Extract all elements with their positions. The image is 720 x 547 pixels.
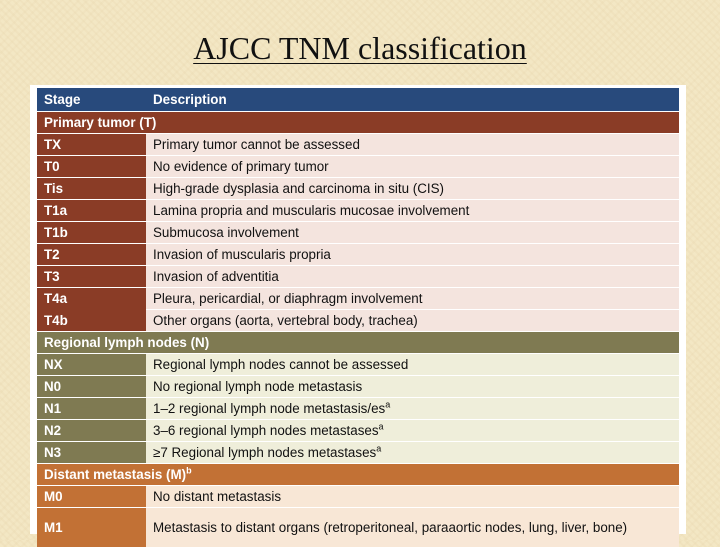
table-row [37, 178, 679, 200]
stage-cell: M1 [37, 508, 146, 547]
table-row [37, 376, 679, 398]
table-row [37, 266, 679, 288]
table-row [37, 200, 679, 222]
description-text: ≥7 Regional lymph nodes metastases [153, 445, 376, 460]
stage-cell: T4b [37, 310, 146, 332]
slide-title-text: AJCC TNM classification [193, 30, 527, 66]
section-heading-text: Distant metastasis (M) [44, 467, 186, 482]
table-header-row [37, 88, 679, 112]
description-cell: Invasion of muscularis propria [146, 244, 679, 266]
stage-cell: T1a [37, 200, 146, 222]
table-row [37, 442, 679, 464]
table-row [37, 156, 679, 178]
stage-cell: N3 [37, 442, 146, 464]
section-row-regional-lymph-nodes [37, 332, 679, 354]
table-row [37, 398, 679, 420]
description-cell: High-grade dysplasia and carcinoma in situ (CIS) [146, 178, 679, 200]
description-cell: Pleura, pericardial, or diaphragm involvement [146, 288, 679, 310]
table-row [37, 420, 679, 442]
section-heading: Primary tumor (T) [37, 112, 679, 134]
footnote-marker: b [186, 466, 192, 476]
table-row [37, 244, 679, 266]
stage-cell: N2 [37, 420, 146, 442]
description-cell: Primary tumor cannot be assessed [146, 134, 679, 156]
description-cell [146, 442, 679, 464]
stage-cell: M0 [37, 486, 146, 508]
description-cell [146, 398, 679, 420]
header-stage: Stage [37, 88, 146, 112]
table-row [37, 222, 679, 244]
stage-cell: T2 [37, 244, 146, 266]
section-row-primary-tumor [37, 112, 679, 134]
slide-title [0, 30, 720, 67]
description-cell: Invasion of adventitia [146, 266, 679, 288]
description-cell: Metastasis to distant organs (retroperitoneal, paraaortic nodes, lung, liver, bone) [146, 508, 679, 547]
table-row [37, 134, 679, 156]
stage-cell: N1 [37, 398, 146, 420]
stage-cell: T4a [37, 288, 146, 310]
table-row [37, 288, 679, 310]
description-cell: Regional lymph nodes cannot be assessed [146, 354, 679, 376]
description-text: 3–6 regional lymph nodes metastases [153, 423, 379, 438]
stage-cell: T0 [37, 156, 146, 178]
description-text: 1–2 regional lymph node metastasis/es [153, 401, 385, 416]
stage-cell: N0 [37, 376, 146, 398]
tnm-table [37, 88, 679, 547]
tnm-table-container [30, 85, 686, 534]
stage-cell: T1b [37, 222, 146, 244]
section-heading: Regional lymph nodes (N) [37, 332, 679, 354]
description-cell: No distant metastasis [146, 486, 679, 508]
section-heading [37, 464, 679, 486]
footnote-marker: a [385, 400, 390, 410]
description-cell [146, 420, 679, 442]
table-row [37, 508, 679, 547]
stage-cell: T3 [37, 266, 146, 288]
table-row [37, 310, 679, 332]
description-cell: No regional lymph node metastasis [146, 376, 679, 398]
stage-cell: Tis [37, 178, 146, 200]
footnote-marker: a [376, 444, 381, 454]
header-description: Description [146, 88, 679, 112]
description-cell: Other organs (aorta, vertebral body, trachea) [146, 310, 679, 332]
table-row [37, 486, 679, 508]
stage-cell: TX [37, 134, 146, 156]
section-row-distant-metastasis [37, 464, 679, 486]
footnote-marker: a [379, 422, 384, 432]
table-row [37, 354, 679, 376]
stage-cell: NX [37, 354, 146, 376]
description-cell: Submucosa involvement [146, 222, 679, 244]
description-cell: No evidence of primary tumor [146, 156, 679, 178]
description-cell: Lamina propria and muscularis mucosae involvement [146, 200, 679, 222]
